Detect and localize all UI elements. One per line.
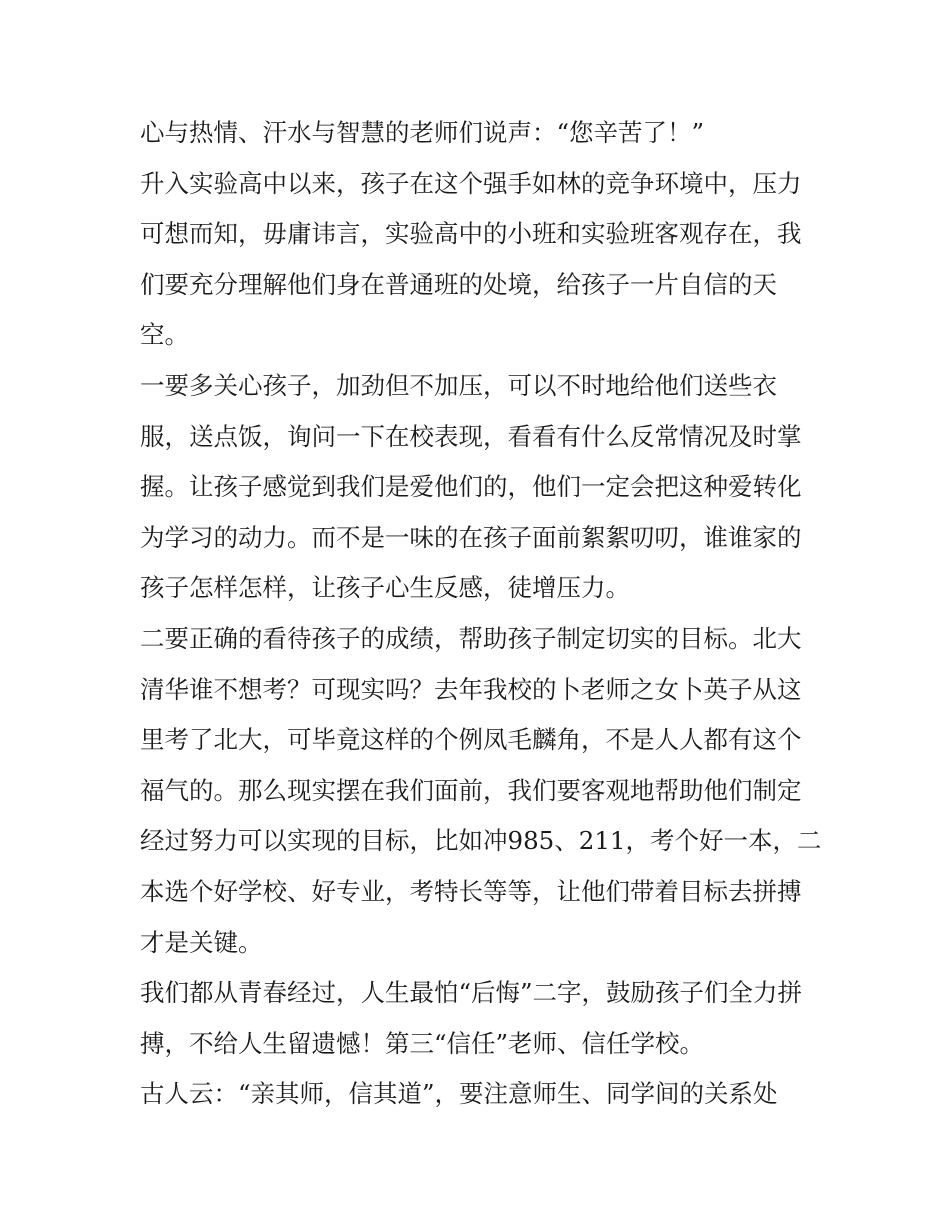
text-line-9: 为学习的动力。而不是一味的在孩子面前絮絮叨叨，谁谁家的: [140, 522, 802, 552]
text-line-14: 福气的。那么现实摆在我们面前，我们要客观地帮助他们制定: [140, 775, 802, 805]
text-line-8: 握。让孩子感觉到我们是爱他们的，他们一定会把这种爱转化: [140, 472, 802, 502]
text-line-12: 清华谁不想考？可现实吗？去年我校的卜老师之女卜英子从这: [140, 674, 802, 704]
text-line-10: 孩子怎样怎样，让孩子心生反感，徒增压力。: [140, 573, 630, 603]
text-line-11: 二要正确的看待孩子的成绩，帮助孩子制定切实的目标。北大: [140, 623, 802, 653]
text-line-7: 服，送点饭，询问一下在校表现，看看有什么反常情况及时掌: [140, 421, 802, 451]
text-line-3: 可想而知，毋庸讳言，实验高中的小班和实验班客观存在，我: [140, 219, 802, 249]
document-body: [140, 108, 830, 1120]
text-line-20: 古人云：“亲其师，信其道”，要注意师生、同学间的关系处: [140, 1079, 778, 1109]
text-line-18: 我们都从青春经过，人生最怕“后悔”二字，鼓励孩子们全力拼: [140, 978, 803, 1008]
text-line-17: 才是关键。: [140, 927, 263, 957]
text-line-13: 里考了北大，可毕竟这样的个例凤毛麟角，不是人人都有这个: [140, 725, 802, 755]
text-line-1: 心与热情、汗水与智慧的老师们说声：“您辛苦了！”: [140, 118, 705, 147]
text-line-15: 经过努力可以实现的目标，比如冲985、211，考个好一本，二: [140, 826, 822, 856]
text-line-16: 本选个好学校、好专业，考特长等等，让他们带着目标去拼搏: [140, 876, 802, 906]
text-line-5: 空。: [140, 320, 189, 350]
text-line-19: 搏，不给人生留遗憾！第三“信任”老师、信任学校。: [140, 1028, 705, 1058]
text-line-6: 一要多关心孩子，加劲但不加压，可以不时地给他们送些衣: [140, 370, 777, 400]
text-line-2: 升入实验高中以来，孩子在这个强手如林的竞争环境中，压力: [140, 168, 802, 198]
text-line-4: 们要充分理解他们身在普通班的处境，给孩子一片自信的天: [140, 269, 777, 299]
